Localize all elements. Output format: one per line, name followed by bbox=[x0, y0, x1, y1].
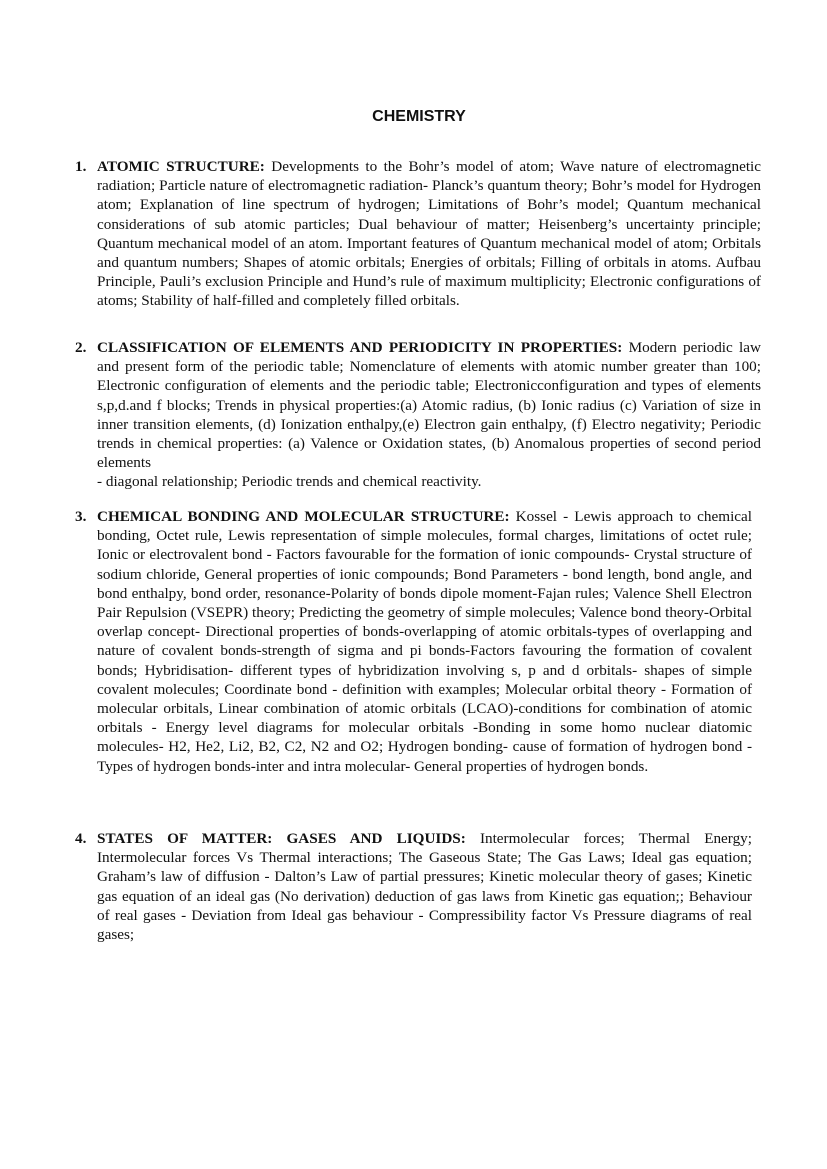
section-body bbox=[97, 829, 752, 944]
section-heading: CHEMICAL BONDING AND MOLECULAR STRUCTURE: bbox=[97, 508, 510, 525]
syllabus-section-atomic-structure bbox=[75, 157, 761, 311]
section-heading: ATOMIC STRUCTURE: bbox=[97, 158, 265, 175]
section-number: 2. bbox=[75, 339, 87, 356]
section-number: 4. bbox=[75, 830, 87, 847]
section-heading: CLASSIFICATION OF ELEMENTS AND PERIODICITY IN PROPERTIES: bbox=[97, 339, 623, 356]
section-body bbox=[97, 507, 752, 776]
syllabus-section-chemical-bonding bbox=[75, 507, 752, 776]
syllabus-section-classification-of-elements bbox=[75, 338, 761, 492]
section-text: Developments to the Bohr’s model of atom; Wave nature of electromagnetic radiation; Particle nature of electromagnetic radiation- Planck’s quantum theory; Bohr’s model for Hydrogen atom; Explanation of line spectrum of hydrogen; Limitations of Bohr’s model; Quantum mechanical considerations of sub atomic particles; Dual behaviour of matter; Heisenberg’s uncertainty principle; Quantum mechanical model of an atom. Important features of Quantum mechanical model of atom; Orbitals and quantum numbers; Shapes of atomic orbitals; Energies of orbitals; Filling of orbitals in atoms. Aufbau Principle, Pauli’s exclusion Principle and Hund’s rule of maximum multiplicity; Electronic configurations of atoms; Stability of half-filled and completely filled orbitals. bbox=[97, 158, 761, 310]
section-body bbox=[97, 157, 761, 311]
section-text: Kossel - Lewis approach to chemical bonding, Octet rule, Lewis representation of simple molecules, formal charges, limitations of octet rule; Ionic or electrovalent bond - Factors favourable for the formation of ionic compounds- Crystal structure of sodium chloride, General properties of ionic compounds; Bond Parameters - bond length, bond angle, and bond enthalpy, bond order, resonance-Polarity of bonds dipole moment-Fajan rules; Valence Shell Electron Pair Repulsion (VSEPR) theory; Predicting the geometry of simple molecules; Valence bond theory-Orbital overlap concept- Directional properties of bonds-overlapping of atomic orbitals-types of overlapping and nature of covalent bonds-strength of sigma and pi bonds-Factors favouring the formation of covalent bonds; Hybridisation- different types of hybridization involving s, p and d orbitals- shapes of simple covalent molecules; Coordinate bond - definition with examples; Molecular orbital theory - Formation of molecular orbitals, Linear combination of atomic orbitals (LCAO)-conditions for combination of atomic orbitals - Energy level diagrams for molecular orbitals -Bonding in some homo nuclear diatomic molecules- H2, He2, Li2, B2, C2, N2 and O2; Hydrogen bonding- cause of formation of hydrogen bond - Types of hydrogen bonds-inter and intra molecular- General properties of hydrogen bonds. bbox=[97, 508, 752, 775]
syllabus-section-states-of-matter bbox=[75, 829, 752, 944]
page-title: CHEMISTRY bbox=[372, 108, 466, 125]
section-text: Modern periodic law and present form of the periodic table; Nomenclature of elements with atomic number greater than 100; Electronic configuration of elements and the periodic table; Electronicconfiguration and types of elements s,p,d.and f blocks; Trends in physical properties:(a) Atomic radius, (b) Ionic radius (c) Variation of size in inner transition elements, (d) Ionization enthalpy,(e) Electron gain enthalpy, (f) Electro negativity; Periodic trends in chemical properties: (a) Valence or Oxidation states, (b) Anomalous properties of second period elements bbox=[97, 339, 761, 472]
section-body bbox=[97, 338, 761, 472]
section-continuation-text: - diagonal relationship; Periodic trends and chemical reactivity. bbox=[97, 473, 482, 491]
section-number: 1. bbox=[75, 158, 87, 175]
section-heading: STATES OF MATTER: GASES AND LIQUIDS: bbox=[97, 830, 466, 847]
section-number: 3. bbox=[75, 508, 87, 525]
section-text: Intermolecular forces; Thermal Energy; Intermolecular forces Vs Thermal interactions; The Gaseous State; The Gas Laws; Ideal gas equation; Graham’s law of diffusion - Dalton’s Law of partial pressures; Kinetic molecular theory of gases; Kinetic gas equation of an ideal gas (No derivation) deduction of gas laws from Kinetic gas equation;; Behaviour of real gases - Deviation from Ideal gas behaviour - Compressibility factor Vs Pressure diagrams of real gases; bbox=[97, 830, 752, 944]
